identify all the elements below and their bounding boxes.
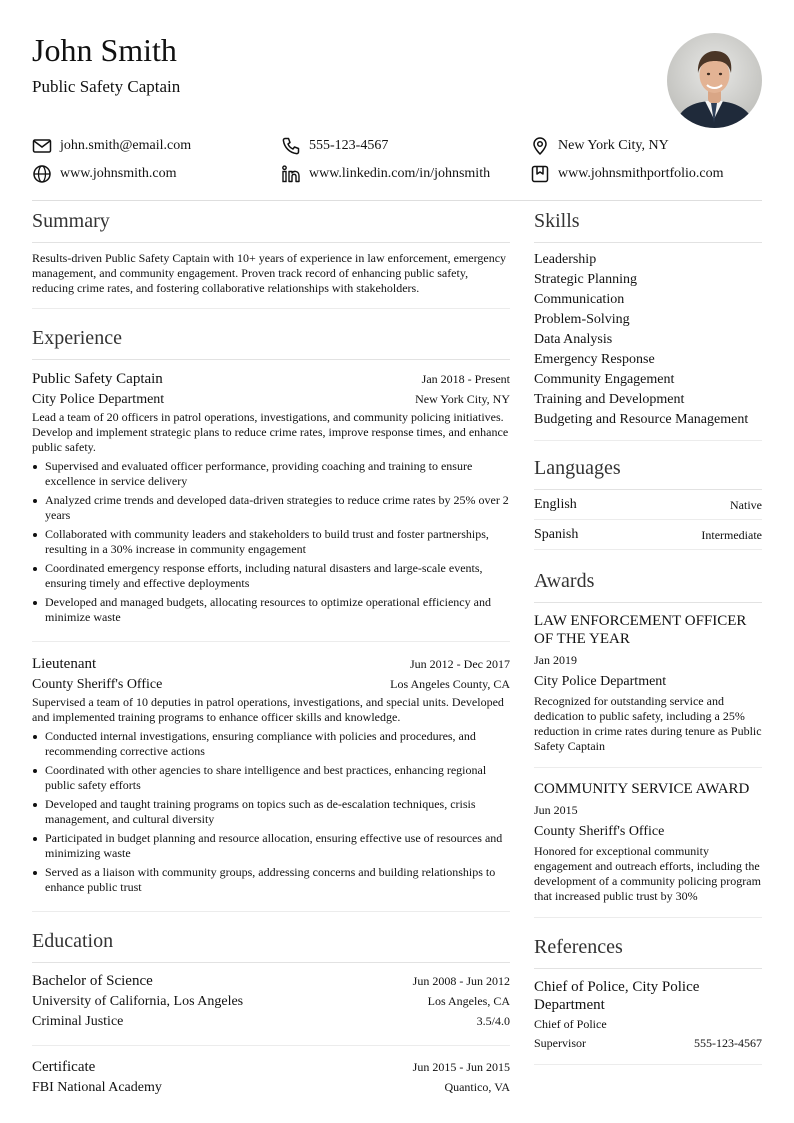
job-bullet: Participated in budget planning and resource allocation, ensuring effective use of resources and minimizing waste — [32, 831, 510, 861]
education-section — [32, 926, 510, 1111]
award-description: Recognized for outstanding service and dedication to public safety, including a 25% reduction in crime rates during tenure as Public Safety Captain — [534, 694, 762, 753]
job-bullets — [32, 729, 510, 895]
contact-location — [530, 134, 669, 158]
reference-position: Chief of Police — [534, 1017, 607, 1031]
phone-text: 555-123-4567 — [309, 138, 389, 153]
side-column — [534, 206, 762, 1065]
award-entry — [534, 768, 762, 918]
phone-icon — [281, 136, 301, 156]
language-name: Spanish — [534, 527, 579, 542]
language-level: Intermediate — [701, 528, 762, 542]
education-heading: Education — [32, 926, 510, 963]
education-location: Los Angeles, CA — [427, 994, 510, 1008]
job-role: Lieutenant — [32, 656, 97, 672]
job-bullet: Analyzed crime trends and developed data-driven strategies to reduce crime rates by 25% over 2 years — [32, 493, 510, 523]
website-text: www.johnsmith.com — [60, 166, 177, 181]
contact-email[interactable] — [32, 134, 191, 158]
skill-item: Emergency Response — [534, 352, 655, 367]
portfolio-text: www.johnsmithportfolio.com — [558, 166, 724, 181]
job-bullet: Supervised and evaluated officer performance, providing coaching and training to ensure excellence in service delivery — [32, 459, 510, 489]
job-dates: Jun 2012 - Dec 2017 — [410, 657, 510, 671]
languages-section — [534, 453, 762, 550]
job-bullet: Developed and managed budgets, allocating resources to optimize operational efficiency and minimize waste — [32, 595, 510, 625]
candidate-name: John Smith — [32, 32, 177, 68]
job-location: Los Angeles County, CA — [390, 677, 510, 691]
skill-item: Data Analysis — [534, 332, 613, 347]
contact-linkedin[interactable] — [281, 162, 490, 186]
linkedin-icon — [281, 164, 301, 184]
job-bullet: Served as a liaison with community groups, addressing concerns and building relationships to enhance public trust — [32, 865, 510, 895]
skill-item: Budgeting and Resource Management — [534, 412, 749, 427]
education-field: Criminal Justice — [32, 1014, 124, 1029]
awards-heading: Awards — [534, 566, 762, 603]
experience-heading: Experience — [32, 323, 510, 360]
skill-item: Communication — [534, 292, 625, 307]
job-bullets — [32, 459, 510, 625]
language-name: English — [534, 497, 577, 512]
education-degree: Certificate — [32, 1059, 96, 1075]
skill-item: Strategic Planning — [534, 272, 638, 287]
language-row — [534, 490, 762, 520]
award-organization: County Sheriff's Office — [534, 824, 665, 839]
globe-icon — [32, 164, 52, 184]
job-description: Supervised a team of 10 deputies in patrol operations, investigations, and special units. Developed and implemented training programs to enhance officer skills and knowledge. — [32, 695, 504, 724]
job-organization: County Sheriff's Office — [32, 677, 163, 692]
skill-item: Training and Development — [534, 392, 685, 407]
job-dates: Jan 2018 - Present — [421, 372, 510, 386]
job-bullet: Coordinated with other agencies to share intelligence and best practices, enhancing regional public safety efforts — [32, 763, 510, 793]
job-location: New York City, NY — [415, 392, 510, 406]
awards-section — [534, 566, 762, 918]
references-heading: References — [534, 932, 762, 969]
summary-heading: Summary — [32, 206, 510, 243]
reference-entry — [534, 969, 762, 1065]
award-title: COMMUNITY SERVICE AWARD — [534, 781, 750, 797]
experience-section — [32, 323, 510, 912]
languages-heading: Languages — [534, 453, 762, 490]
education-dates: Jun 2015 - Jun 2015 — [412, 1060, 510, 1074]
skill-item: Problem-Solving — [534, 312, 630, 327]
language-row — [534, 520, 762, 550]
education-school: FBI National Academy — [32, 1080, 162, 1095]
main-column — [32, 206, 510, 1111]
resume-header — [32, 30, 762, 130]
header-divider — [32, 200, 762, 201]
mail-icon — [32, 136, 52, 156]
award-entry — [534, 603, 762, 768]
contact-info — [32, 134, 762, 190]
award-date: Jan 2019 — [534, 653, 577, 667]
job-entry — [32, 642, 510, 912]
job-bullet: Developed and taught training programs on topics such as de-escalation techniques, crisis management, and cultural diversity — [32, 797, 510, 827]
skills-heading: Skills — [534, 206, 762, 243]
job-role: Public Safety Captain — [32, 371, 163, 387]
language-level: Native — [730, 498, 762, 512]
skill-item: Leadership — [534, 252, 597, 267]
skill-item: Community Engagement — [534, 372, 675, 387]
location-pin-icon — [530, 136, 550, 156]
job-description: Lead a team of 20 officers in patrol operations, investigations, and community policing initiatives. Develop and implement strategic plans to reduce crime rates, improve response times, and enhance public safety. — [32, 410, 509, 454]
candidate-title: Public Safety Captain — [32, 77, 181, 96]
summary-text: Results-driven Public Safety Captain with 10+ years of experience in law enforcement, emergency management, and community engagement. Proven track record of enhancing public safety, reducing crime rates, and fostering collaborative relationships with stakeholders. — [32, 243, 510, 309]
job-entry — [32, 360, 510, 642]
job-bullet: Coordinated emergency response efforts, including natural disasters and large-scale events, ensuring timely and effective deployments — [32, 561, 510, 591]
education-entry — [32, 963, 510, 1046]
profile-photo — [667, 33, 762, 128]
summary-section — [32, 206, 510, 309]
skills-list — [534, 243, 762, 441]
education-gpa: 3.5/4.0 — [476, 1014, 510, 1028]
location-text: New York City, NY — [558, 138, 669, 153]
education-school: University of California, Los Angeles — [32, 994, 244, 1009]
education-location: Quantico, VA — [444, 1080, 510, 1094]
email-text: john.smith@email.com — [60, 138, 192, 153]
award-description: Honored for exceptional community engagement and outreach efforts, including the development of a community policing program that increased public trust by 30% — [534, 844, 761, 903]
linkedin-text: www.linkedin.com/in/johnsmith — [309, 166, 491, 181]
education-dates: Jun 2008 - Jun 2012 — [412, 974, 510, 988]
contact-phone[interactable] — [281, 134, 388, 158]
bookmark-icon — [530, 164, 550, 184]
award-organization: City Police Department — [534, 674, 667, 689]
award-title: LAW ENFORCEMENT OFFICER OF THE YEAR — [534, 613, 747, 647]
skills-section — [534, 206, 762, 441]
education-entry — [32, 1046, 510, 1111]
job-bullet: Collaborated with community leaders and stakeholders to build trust and foster partnerships, resulting in a 30% increase in community engagement — [32, 527, 510, 557]
reference-name: Chief of Police, City Police Department — [534, 979, 700, 1013]
job-bullet: Conducted internal investigations, ensuring compliance with policies and procedures, and recommending corrective actions — [32, 729, 510, 759]
contact-portfolio[interactable] — [530, 162, 724, 186]
reference-phone: 555-123-4567 — [694, 1036, 762, 1050]
education-degree: Bachelor of Science — [32, 973, 153, 989]
job-organization: City Police Department — [32, 392, 165, 407]
reference-relation: Supervisor — [534, 1036, 586, 1050]
contact-website[interactable] — [32, 162, 177, 186]
award-date: Jun 2015 — [534, 803, 578, 817]
references-section — [534, 932, 762, 1065]
